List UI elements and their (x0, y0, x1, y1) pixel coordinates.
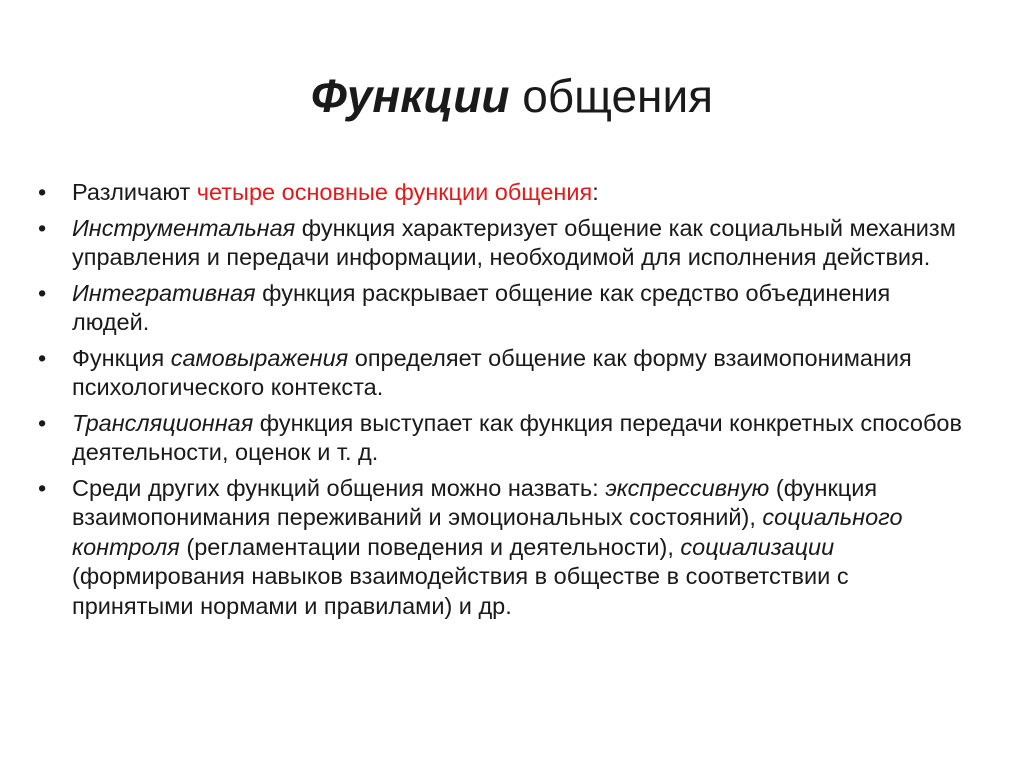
italic-term: Трансляционная (72, 409, 254, 436)
body-text: определяет общение как форму взаимопонимания психологического контекста. (72, 344, 912, 400)
highlight-text: четыре основные функции общения (196, 179, 593, 205)
slide-title-bold: Функции (310, 70, 510, 122)
bullet-dot: • (38, 179, 47, 205)
bullet-item (38, 409, 968, 468)
bullet-dot: • (38, 474, 47, 501)
bullet-item (38, 178, 968, 208)
bullet-list (38, 178, 968, 627)
body-text: : (592, 179, 599, 205)
bullet-item (38, 279, 968, 338)
italic-term: самовыражения (170, 344, 349, 371)
italic-term: экспрессивную (605, 474, 770, 501)
body-text: функция характеризует общение как социальный механизм управления и передачи информации, необходимой для исполнения действия. (72, 214, 956, 270)
italic-term: социализации (680, 533, 835, 560)
italic-term: Инструментальная (72, 214, 296, 241)
bullet-item (38, 344, 968, 403)
bullet-dot: • (38, 344, 47, 371)
bullet-dot: • (38, 279, 47, 306)
italic-term: Интегративная (72, 279, 256, 306)
body-text: (формирования навыков взаимодействия в обществе в соответствии с принятыми нормами и правилами) и др. (72, 563, 849, 619)
body-text: (регламентации поведения и деятельности), (179, 533, 681, 560)
bullet-dot: • (38, 409, 47, 436)
slide-title (0, 68, 1024, 124)
body-text: функция раскрывает общение как средство объединения людей. (72, 279, 891, 335)
slide-title-rest: общения (509, 70, 714, 122)
body-text: функция выступает как функция передачи конкретных способов деятельности, оценок и т. д. (72, 409, 962, 465)
bullet-item (38, 214, 968, 273)
italic-term: социального контроля (72, 504, 903, 560)
bullet-dot: • (38, 214, 47, 241)
body-text: (функция взаимопонимания переживаний и эмоциональных состояний), (72, 474, 878, 530)
body-text: Различают (72, 179, 197, 205)
body-text: Функция (72, 344, 171, 371)
body-text: Среди других функций общения можно назвать: (72, 474, 606, 501)
bullet-item (38, 474, 968, 622)
